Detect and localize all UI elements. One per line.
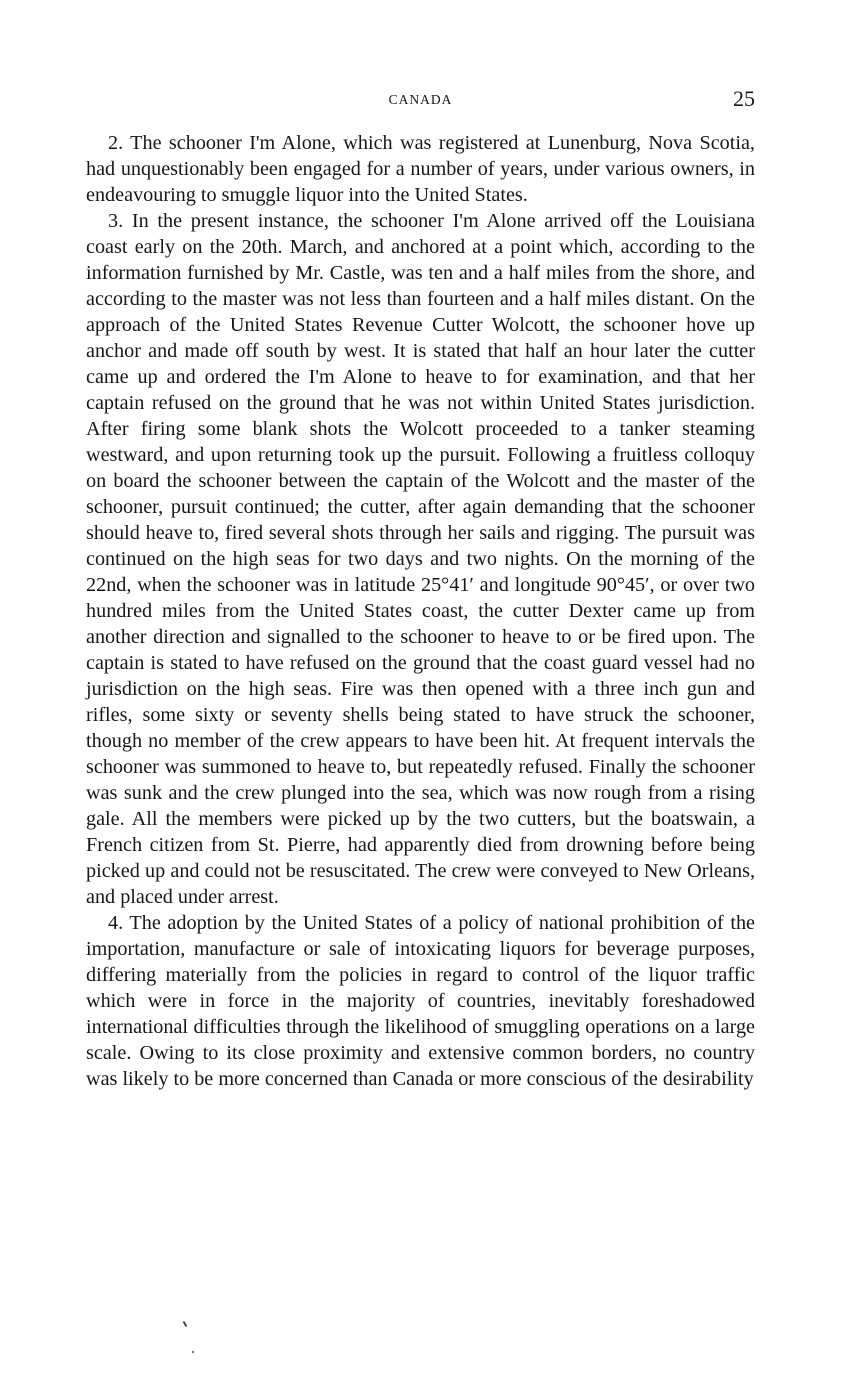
text-run: , the schooner hove up anchor and made off south by west. It is stated that half an hour later the cutter came up and ordered the: [86, 314, 756, 388]
text-run: 2. The schooner: [108, 132, 250, 154]
paragraph-2: [86, 130, 755, 208]
italic-name: Dexter: [568, 600, 624, 622]
text-run: to heave to for examination, and that her captain refused on the ground that he was not within United States jurisdiction. After firing some blank shots the: [86, 366, 755, 440]
paragraph-3: [86, 208, 755, 910]
text-run: arrived off the Louisiana coast early on the 20th. March, and anchored at a point which, according to the information furnished by Mr. Castle, was ten and a half miles from the shore, and according to the master was not less than fourteen and a half miles distant. On the approach of the United States Revenue Cutter: [86, 210, 756, 336]
scan-speck: [192, 1351, 194, 1353]
page-number: 25: [733, 86, 755, 111]
text-run: 3. In the present instance, the schooner: [108, 210, 453, 232]
text-run: came up from another direction and signalled to the schooner to heave to or be fired upon. The captain is stated to have refused on the ground that the coast guard vessel had no jurisdiction on the high seas. Fire was then opened with a three inch gun and rifles, some sixty or seventy shells being stated to have struck the schooner, though no member of the crew appears to have been hit. At frequent intervals the schooner was summoned to heave to, but repeatedly refused. Finally the schooner was sunk and the crew plunged into the sea, which was now rough from a rising gale. All the members were picked up by the two cutters, but the boatswain, a French citizen from St. Pierre, had apparently died from drowning before being picked up and could not be resuscitated. The crew were conveyed to New Orleans, and placed under arrest.: [86, 600, 755, 908]
running-head: [86, 86, 755, 116]
paragraph-4: [86, 910, 755, 1092]
italic-name: I'm Alone: [308, 366, 392, 388]
italic-name: Wolcott: [399, 418, 464, 440]
italic-name: I'm Alone: [452, 210, 536, 232]
text-run: , which was registered at Lunenburg, Nova Scotia, had unquestionably been engaged for a number of years, under various owners, in endeavouring to smuggle liquor into the United States.: [86, 132, 755, 206]
body-text: [86, 130, 755, 1092]
text-run: 4. The adoption by the United States of a policy of national prohibition of the importation, manufacture or sale of intoxicating liquors for beverage purposes, differing materially from the policies in regard to control of the liquor traffic which were in force in the majority of countries, inevitably foreshadowed international difficulties through the likelihood of smuggling operations on a large scale. Owing to its close proximity and extensive common borders, no country was likely to be more concerned than Canada or more conscious of the desirability: [86, 912, 755, 1090]
italic-name: I'm Alone: [249, 132, 331, 154]
running-title: CANADA: [388, 92, 453, 107]
document-page: [86, 86, 755, 1092]
italic-name: Wolcott: [491, 314, 556, 336]
text-run: and the master of the schooner, pursuit continued; the cutter, after again demanding that the schooner should heave to, fired several shots through her sails and rigging. The pursuit was continued on the high seas for two days and two nights. On the morning of the 22nd, when the schooner was in latitude 25°41′ and longitude 90°45′, or over two hundred miles from the United States coast, the cutter: [86, 470, 755, 622]
scan-speck: [183, 1321, 188, 1327]
italic-name: Wolcott: [506, 470, 570, 492]
text-run: proceeded to a tanker steaming westward, and upon returning took up the pursuit. Following a fruitless colloquy on board the schooner between the captain of the: [86, 418, 755, 492]
